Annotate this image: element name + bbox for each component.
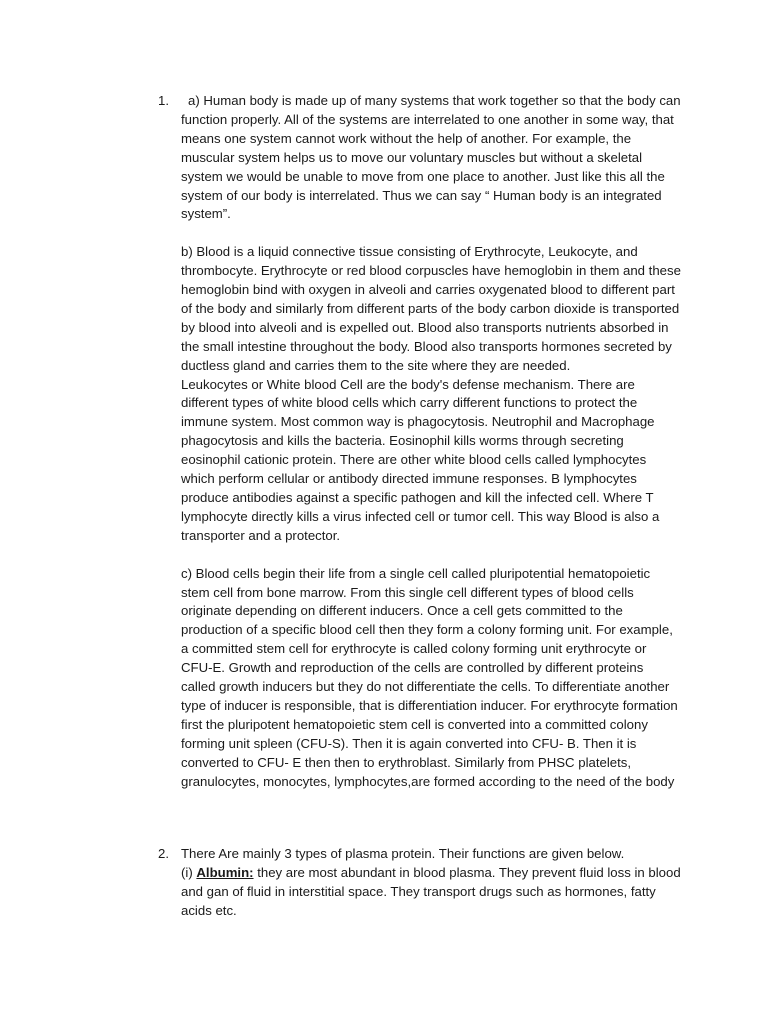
answer-2-body [181, 845, 681, 921]
answer-1-body [181, 92, 681, 792]
paragraph-1b-blood: b) Blood is a liquid connective tissue consisting of Erythrocyte, Leukocyte, and thrombocyte. Erythrocyte or red blood corpuscles have hemoglobin in them and these hemoglobin bind with oxygen in alveoli and carries oxygenated blood to different part of the body and similarly from different parts of the body carbon dioxide is transported by blood into alveoli and is expelled out. Blood also transports nutrients absorbed in the small intestine throughout the body. Blood also transports hormones secreted by ductless gland and carries them to the site where they are needed. [181, 244, 681, 373]
item-number: 1. [158, 93, 169, 108]
item-number: 2. [158, 846, 169, 861]
albumin-term: Albumin: [196, 864, 254, 880]
albumin-prefix: (i) [181, 864, 197, 880]
paragraph-2-intro: There Are mainly 3 types of plasma protein. Their functions are given below. [181, 846, 625, 861]
paragraph-2-albumin [181, 864, 681, 921]
paragraph-1c: c) Blood cells begin their life from a single cell called pluripotential hematopoietic stem cell from bone marrow. From this single cell different types of blood cells originate depending on different inducers. Once a cell gets committed to the production of a specific blood cell then they form a colony forming unit. For example, a committed stem cell for erythrocyte is called colony forming unit erythrocyte or CFU-E. Growth and reproduction of the cells are controlled by different proteins called growth inducers but they do not differentiate the cells. To differentiate another type of inducer is responsible, that is differentiation inducer. For erythrocyte formation first the pluripotent hematopoietic stem cell is converted into a committed colony forming unit spleen (CFU-S). Then it is again converted into CFU- B. Then it is converted to CFU- E then then to erythroblast. Similarly from PHSC platelets, granulocytes, monocytes, lymphocytes,are formed according to the need of the body [181, 565, 678, 789]
albumin-text: they are most abundant in blood plasma. They prevent fluid loss in blood and gan of fluid in interstitial space. They transport drugs such as hormones, fatty acids etc. [181, 864, 681, 918]
paragraph-1a: a) Human body is made up of many systems that work together so that the body can function properly. All of the systems are interrelated to one another in some way, that means one system cannot work without the help of another. For example, the muscular system helps us to move our voluntary muscles but without a skeletal system we would be unable to move from one place to another. Just like this all the system of our body is interrelated. Thus we can say “ Human body is an integrated system”. [181, 93, 681, 222]
paragraph-1b-leukocytes: Leukocytes or White blood Cell are the body's defense mechanism. There are different types of white blood cells which carry different functions to protect the immune system. Most common way is phagocytosis. Neutrophil and Macrophage phagocytosis and kills the bacteria. Eosinophil kills worms through secreting eosinophil cationic protein. There are other white blood cells called lymphocytes which perform cellular or antibody directed immune responses. B lymphocytes produce antibodies against a specific pathogen and kill the infected cell. Where T lymphocyte directly kills a virus infected cell or tumor cell. This way Blood is also a transporter and a protector. [181, 376, 660, 543]
